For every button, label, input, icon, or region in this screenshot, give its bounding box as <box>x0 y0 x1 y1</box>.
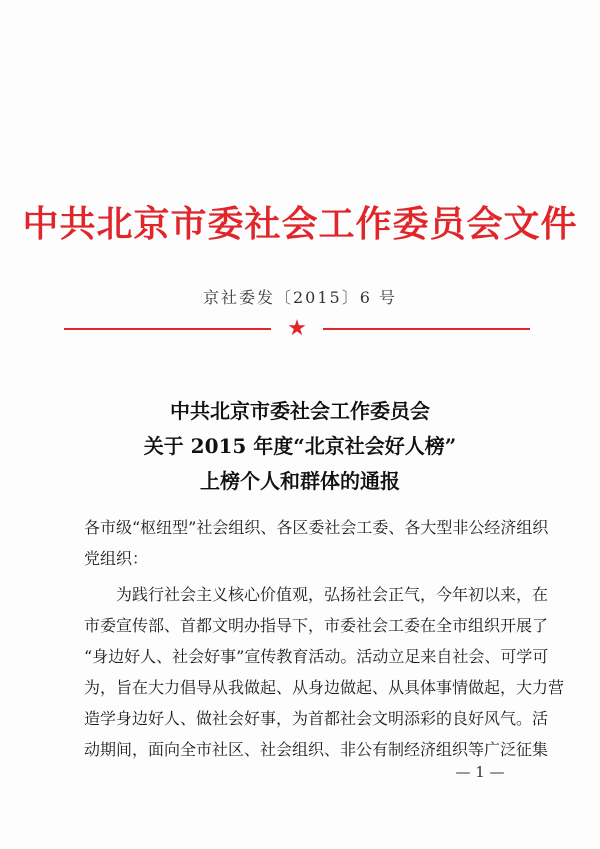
red-divider <box>64 318 530 340</box>
divider-left-rule <box>64 328 271 330</box>
body-paragraph-line-2: 市委宣传部、首都文明办指导下，市委社会工委在全市组织开展了 <box>84 616 549 635</box>
body-paragraph-line-3: “身边好人、社会好事”宣传教育活动。活动立足来自社会、可学可 <box>84 647 549 666</box>
notice-heading-line-3: 上榜个人和群体的通报 <box>200 469 400 493</box>
body-paragraph-line-5: 造学身边好人、做社会好事，为首都社会文明添彩的良好风气。活 <box>84 709 549 728</box>
document-number: 京社委发〔2015〕6 号 <box>203 288 397 307</box>
page-number: — 1 — <box>455 763 505 781</box>
body-paragraph-line-4: 为，旨在大力倡导从我做起、从身边做起、从具体事情做起，大力营 <box>84 678 565 697</box>
divider-right-rule <box>323 328 530 330</box>
notice-heading-line-1: 中共北京市委社会工作委员会 <box>170 399 430 423</box>
body-paragraph-line-6: 动期间，面向全市社区、社会组织、非公有制经济组织等广泛征集 <box>84 740 549 759</box>
recipients-line-1: 各市级“枢纽型”社会组织、各区委社会工委、各大型非公经济组织 <box>84 518 549 537</box>
notice-heading-line-2: 关于 2015 年度“北京社会好人榜” <box>143 434 457 458</box>
recipients-line-2: 党组织： <box>84 549 149 568</box>
body-paragraph-line-1: 为践行社会主义核心价值观，弘扬社会正气，今年初以来，在 <box>116 585 549 604</box>
document-header-title: 中共北京市委社会工作委员会文件 <box>22 203 578 245</box>
star-icon: ★ <box>287 316 307 341</box>
